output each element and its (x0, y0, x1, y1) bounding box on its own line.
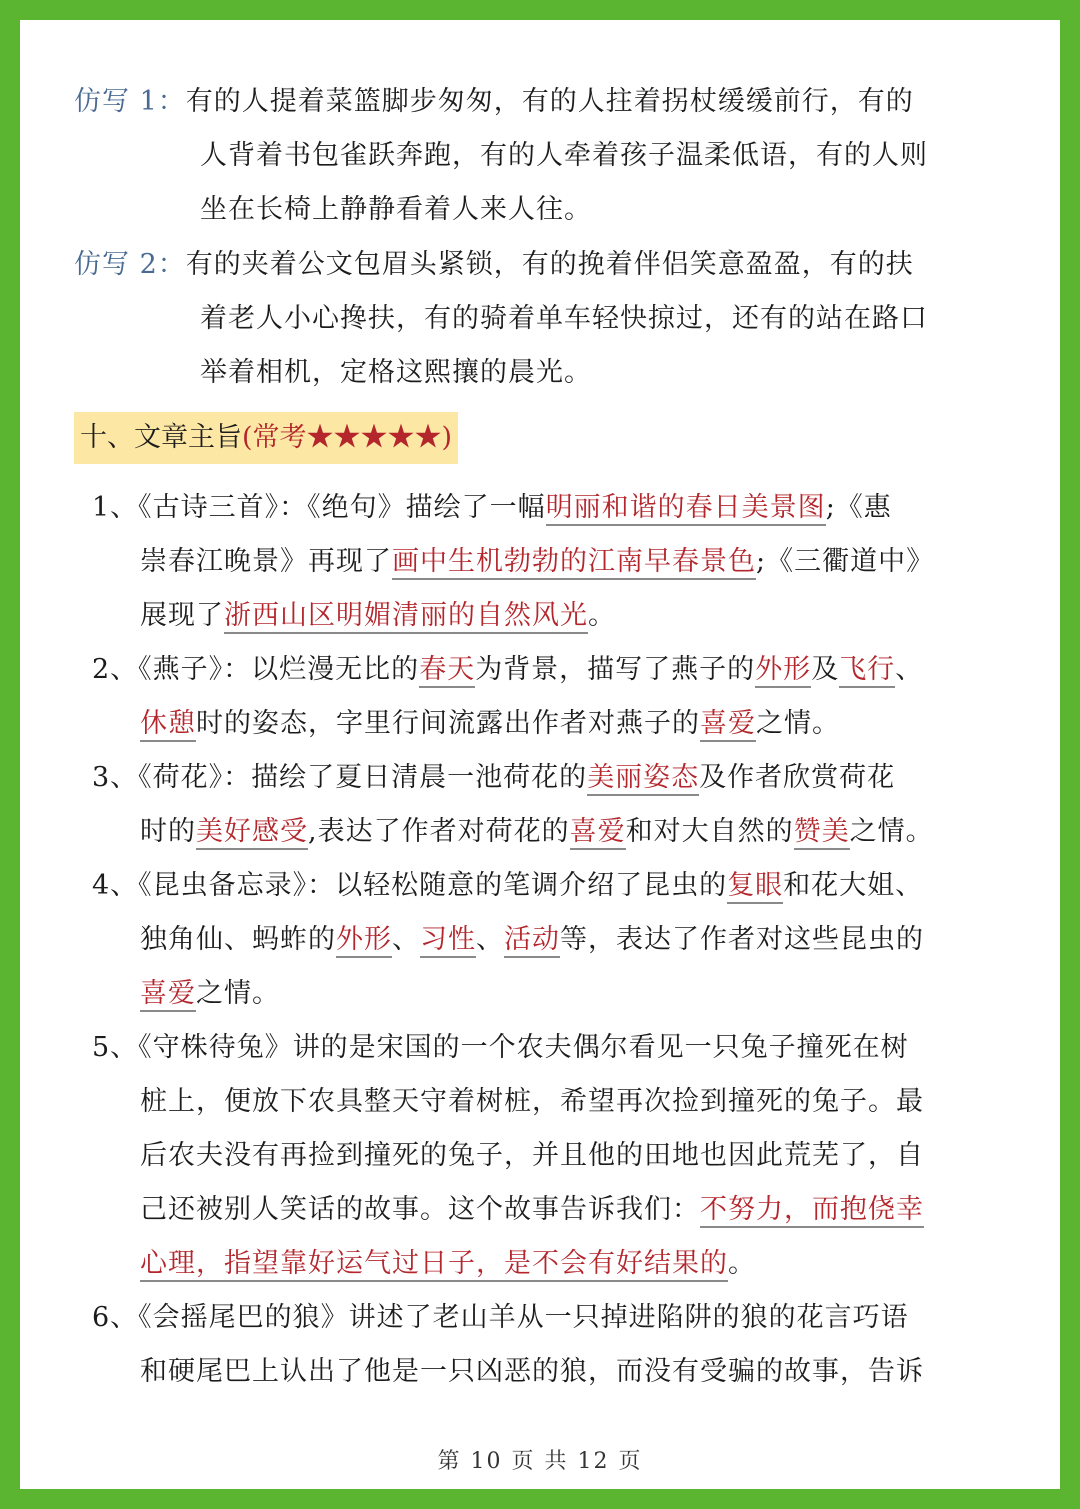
summary-line (92, 760, 895, 796)
summary-text: 、 (392, 924, 420, 955)
summary-text: 之情。 (849, 816, 934, 847)
key-phrase: 赞美 (794, 816, 850, 850)
summary-text: 6、《会摇尾巴的狼》讲述了老山羊从一只掉进陷阱的狼的花言巧语 (92, 1302, 909, 1333)
summary-text: ;《三衢道中》 (756, 546, 935, 577)
summary-line (140, 1354, 924, 1390)
key-phrase: 美丽姿态 (587, 762, 699, 796)
key-phrase: 美好感受 (196, 816, 308, 850)
summary-text: 桩上，便放下农具整天守着树桩，希望再次捡到撞死的兔子。最 (140, 1086, 924, 1117)
summary-text: 2、《燕子》：以烂漫无比的 (92, 654, 420, 685)
imitation-line (200, 192, 592, 228)
key-phrase: 习性 (420, 924, 476, 958)
key-phrase: 浙西山区明媚清丽的自然风光 (224, 600, 588, 634)
summary-line (92, 490, 892, 526)
document-page (20, 20, 1060, 1489)
summary-text: 4、《昆虫备忘录》：以轻松随意的笔调介绍了昆虫的 (92, 870, 728, 901)
summary-text: 、 (895, 654, 924, 685)
summary-text: 5、《守株待兔》讲的是宋国的一个农夫偶尔看见一只兔子撞死在树 (92, 1032, 909, 1063)
imitation-text: 人背着书包雀跃奔跑，有的人牵着孩子温柔低语，有的人则 (200, 140, 928, 171)
summary-text: 之情。 (196, 978, 280, 1009)
summary-line (140, 598, 616, 634)
summary-line (140, 976, 280, 1012)
key-phrase: 外形 (755, 654, 811, 688)
summary-line (92, 652, 923, 688)
summary-text: ;《惠 (825, 492, 892, 523)
key-phrase: 春天 (419, 654, 475, 688)
summary-text: 及作者欣赏荷花 (699, 762, 896, 793)
summary-text: ,表达了作者对荷花的 (308, 816, 570, 847)
summary-line (140, 544, 934, 580)
summary-text: 己还被别人笑话的故事。这个故事告诉我们： (140, 1194, 700, 1225)
key-phrase: 喜爱 (700, 708, 756, 742)
summary-text: 、 (476, 924, 504, 955)
imitation-text: 有的人提着菜篮脚步匆匆，有的人拄着拐杖缓缓前行，有的 (185, 86, 914, 117)
imitation-line (200, 355, 592, 391)
summary-text: 和对大自然的 (625, 816, 794, 847)
key-phrase: 飞行 (839, 654, 895, 688)
summary-text: 1、《古诗三首》：《绝句》描绘了一幅 (92, 492, 546, 523)
summary-line (92, 868, 923, 904)
section-heading (74, 412, 458, 464)
summary-text: 崇春江晚景》再现了 (140, 546, 392, 577)
summary-text: 时的姿态，字里行间流露出作者对燕子的 (196, 708, 700, 739)
imitation-text: 坐在长椅上静静看着人来人往。 (200, 194, 592, 225)
key-phrase: 外形 (336, 924, 392, 958)
summary-text: 和花大姐、 (783, 870, 924, 901)
key-phrase: 喜爱 (140, 978, 196, 1012)
imitation-text: 举着相机，定格这熙攘的晨光。 (200, 357, 592, 388)
imitation-line (200, 301, 928, 337)
key-phrase: 心理，指望靠好运气过日子，是不会有好结果的 (140, 1248, 728, 1282)
imitation-label: 仿写 1： (74, 86, 186, 117)
summary-line (140, 1084, 924, 1120)
summary-text: 和硬尾巴上认出了他是一只凶恶的狼，而没有受骗的故事，告诉 (140, 1356, 924, 1387)
summary-text: 为背景，描写了燕子的 (475, 654, 756, 685)
imitation-label: 仿写 2： (74, 249, 186, 280)
summary-text: 之情。 (756, 708, 840, 739)
key-phrase: 明丽和谐的春日美景图 (546, 492, 826, 526)
summary-text: 。 (728, 1248, 756, 1279)
key-phrase: 画中生机勃勃的江南早春景色 (392, 546, 756, 580)
summary-line (140, 706, 840, 742)
summary-text: 展现了 (140, 600, 224, 631)
key-phrase: 不努力，而抱侥幸 (700, 1194, 924, 1228)
summary-line (140, 1246, 756, 1282)
imitation-text: 有的夹着公文包眉头紧锁，有的挽着伴侣笑意盈盈，有的扶 (185, 249, 914, 280)
summary-line (140, 1138, 924, 1174)
key-phrase: 活动 (504, 924, 560, 958)
summary-text: 3、《荷花》：描绘了夏日清晨一池荷花的 (92, 762, 588, 793)
summary-text: 等，表达了作者对这些昆虫的 (560, 924, 924, 955)
imitation-line (200, 138, 928, 174)
section-tag: (常考★★★★★) (242, 422, 453, 453)
summary-line (92, 1030, 909, 1066)
summary-line (140, 1192, 924, 1228)
summary-text: 。 (588, 600, 616, 631)
section-title: 十、文章主旨 (80, 422, 242, 453)
key-phrase: 复眼 (727, 870, 783, 904)
summary-text: 独角仙、蚂蚱的 (140, 924, 336, 955)
summary-line (92, 1300, 909, 1336)
key-phrase: 休憩 (140, 708, 196, 742)
page-footer: 第 10 页 共 12 页 (437, 1449, 643, 1474)
summary-line (140, 814, 934, 850)
imitation-text: 着老人小心搀扶，有的骑着单车轻快掠过，还有的站在路口 (200, 303, 928, 334)
summary-text: 及 (811, 654, 840, 685)
summary-line (140, 922, 924, 958)
key-phrase: 喜爱 (570, 816, 626, 850)
imitation-line (74, 247, 914, 283)
summary-text: 后农夫没有再捡到撞死的兔子，并且他的田地也因此荒芜了，自 (140, 1140, 924, 1171)
summary-text: 时的 (140, 816, 196, 847)
imitation-line (74, 84, 914, 120)
